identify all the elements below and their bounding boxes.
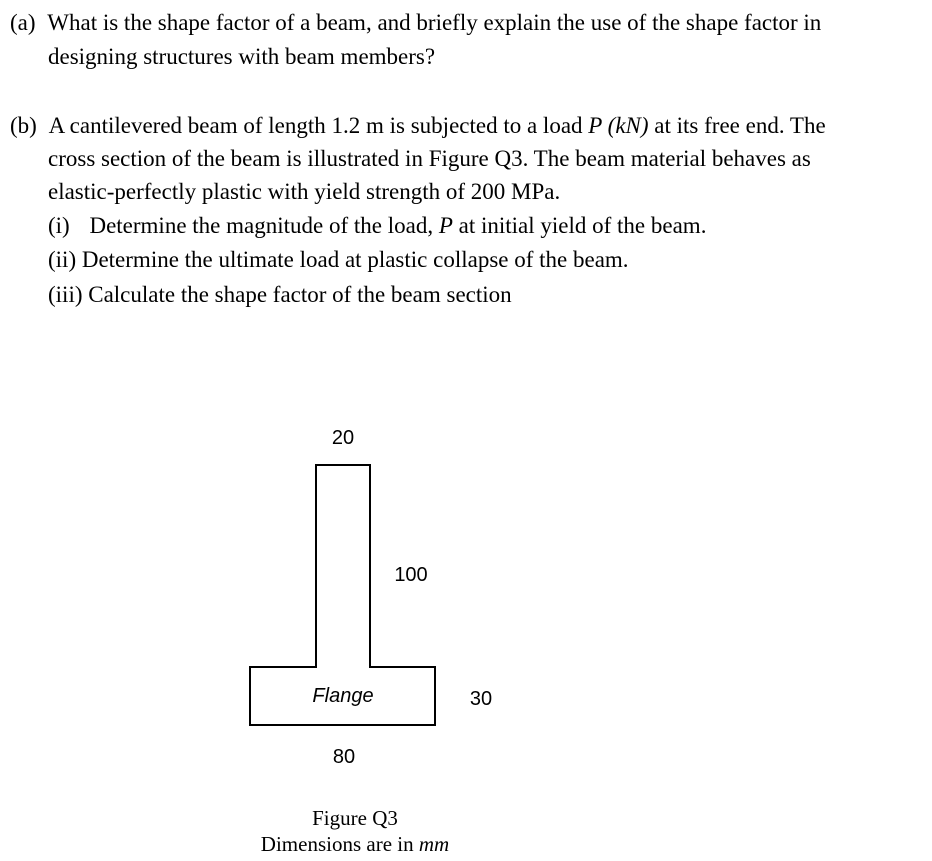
part-b-line-3: elastic-perfectly plastic with yield strength of 200 MPa. (48, 179, 561, 204)
dimensions-note-text: Dimensions are in (260, 832, 419, 856)
part-a-label: (a) (10, 10, 36, 35)
flange-width-dimension: 80 (332, 746, 356, 768)
sub-i-label: (i) (48, 213, 70, 238)
part-b-label: (b) (10, 113, 37, 138)
web-width-dimension: 20 (331, 427, 355, 449)
part-a-line-2: designing structures with beam members? (48, 44, 436, 69)
part-b-load-symbol: P (588, 113, 602, 138)
sub-question-iii: (iii) Calculate the shape factor of the beam section (48, 282, 512, 307)
part-b-load-unit: (kN) (601, 113, 649, 138)
sub-question-ii: (ii) Determine the ultimate load at plastic collapse of the beam. (48, 247, 629, 272)
part-a-text-1: What is the shape factor of a beam, and briefly explain the use of the shape factor in (47, 10, 822, 35)
web-height-dimension: 100 (394, 564, 428, 586)
part-b-text-1-post: at its free end. The (648, 113, 826, 138)
flange-height-dimension: 30 (469, 688, 493, 710)
sub-i-text-post: at initial yield of the beam. (452, 213, 707, 238)
sub-i-load-symbol: P (438, 213, 453, 238)
part-b-line-2: cross section of the beam is illustrated in Figure Q3. The beam material behaves as (48, 146, 811, 171)
dimensions-note (205, 832, 505, 857)
flange-label: Flange (312, 685, 374, 707)
part-b-text-1-pre: A cantilevered beam of length 1.2 m is subjected to a load (48, 113, 589, 138)
figure-caption: Figure Q3 (312, 806, 398, 830)
sub-i-text-pre: Determine the magnitude of the load, (89, 213, 439, 238)
dimensions-unit: mm (418, 832, 450, 856)
